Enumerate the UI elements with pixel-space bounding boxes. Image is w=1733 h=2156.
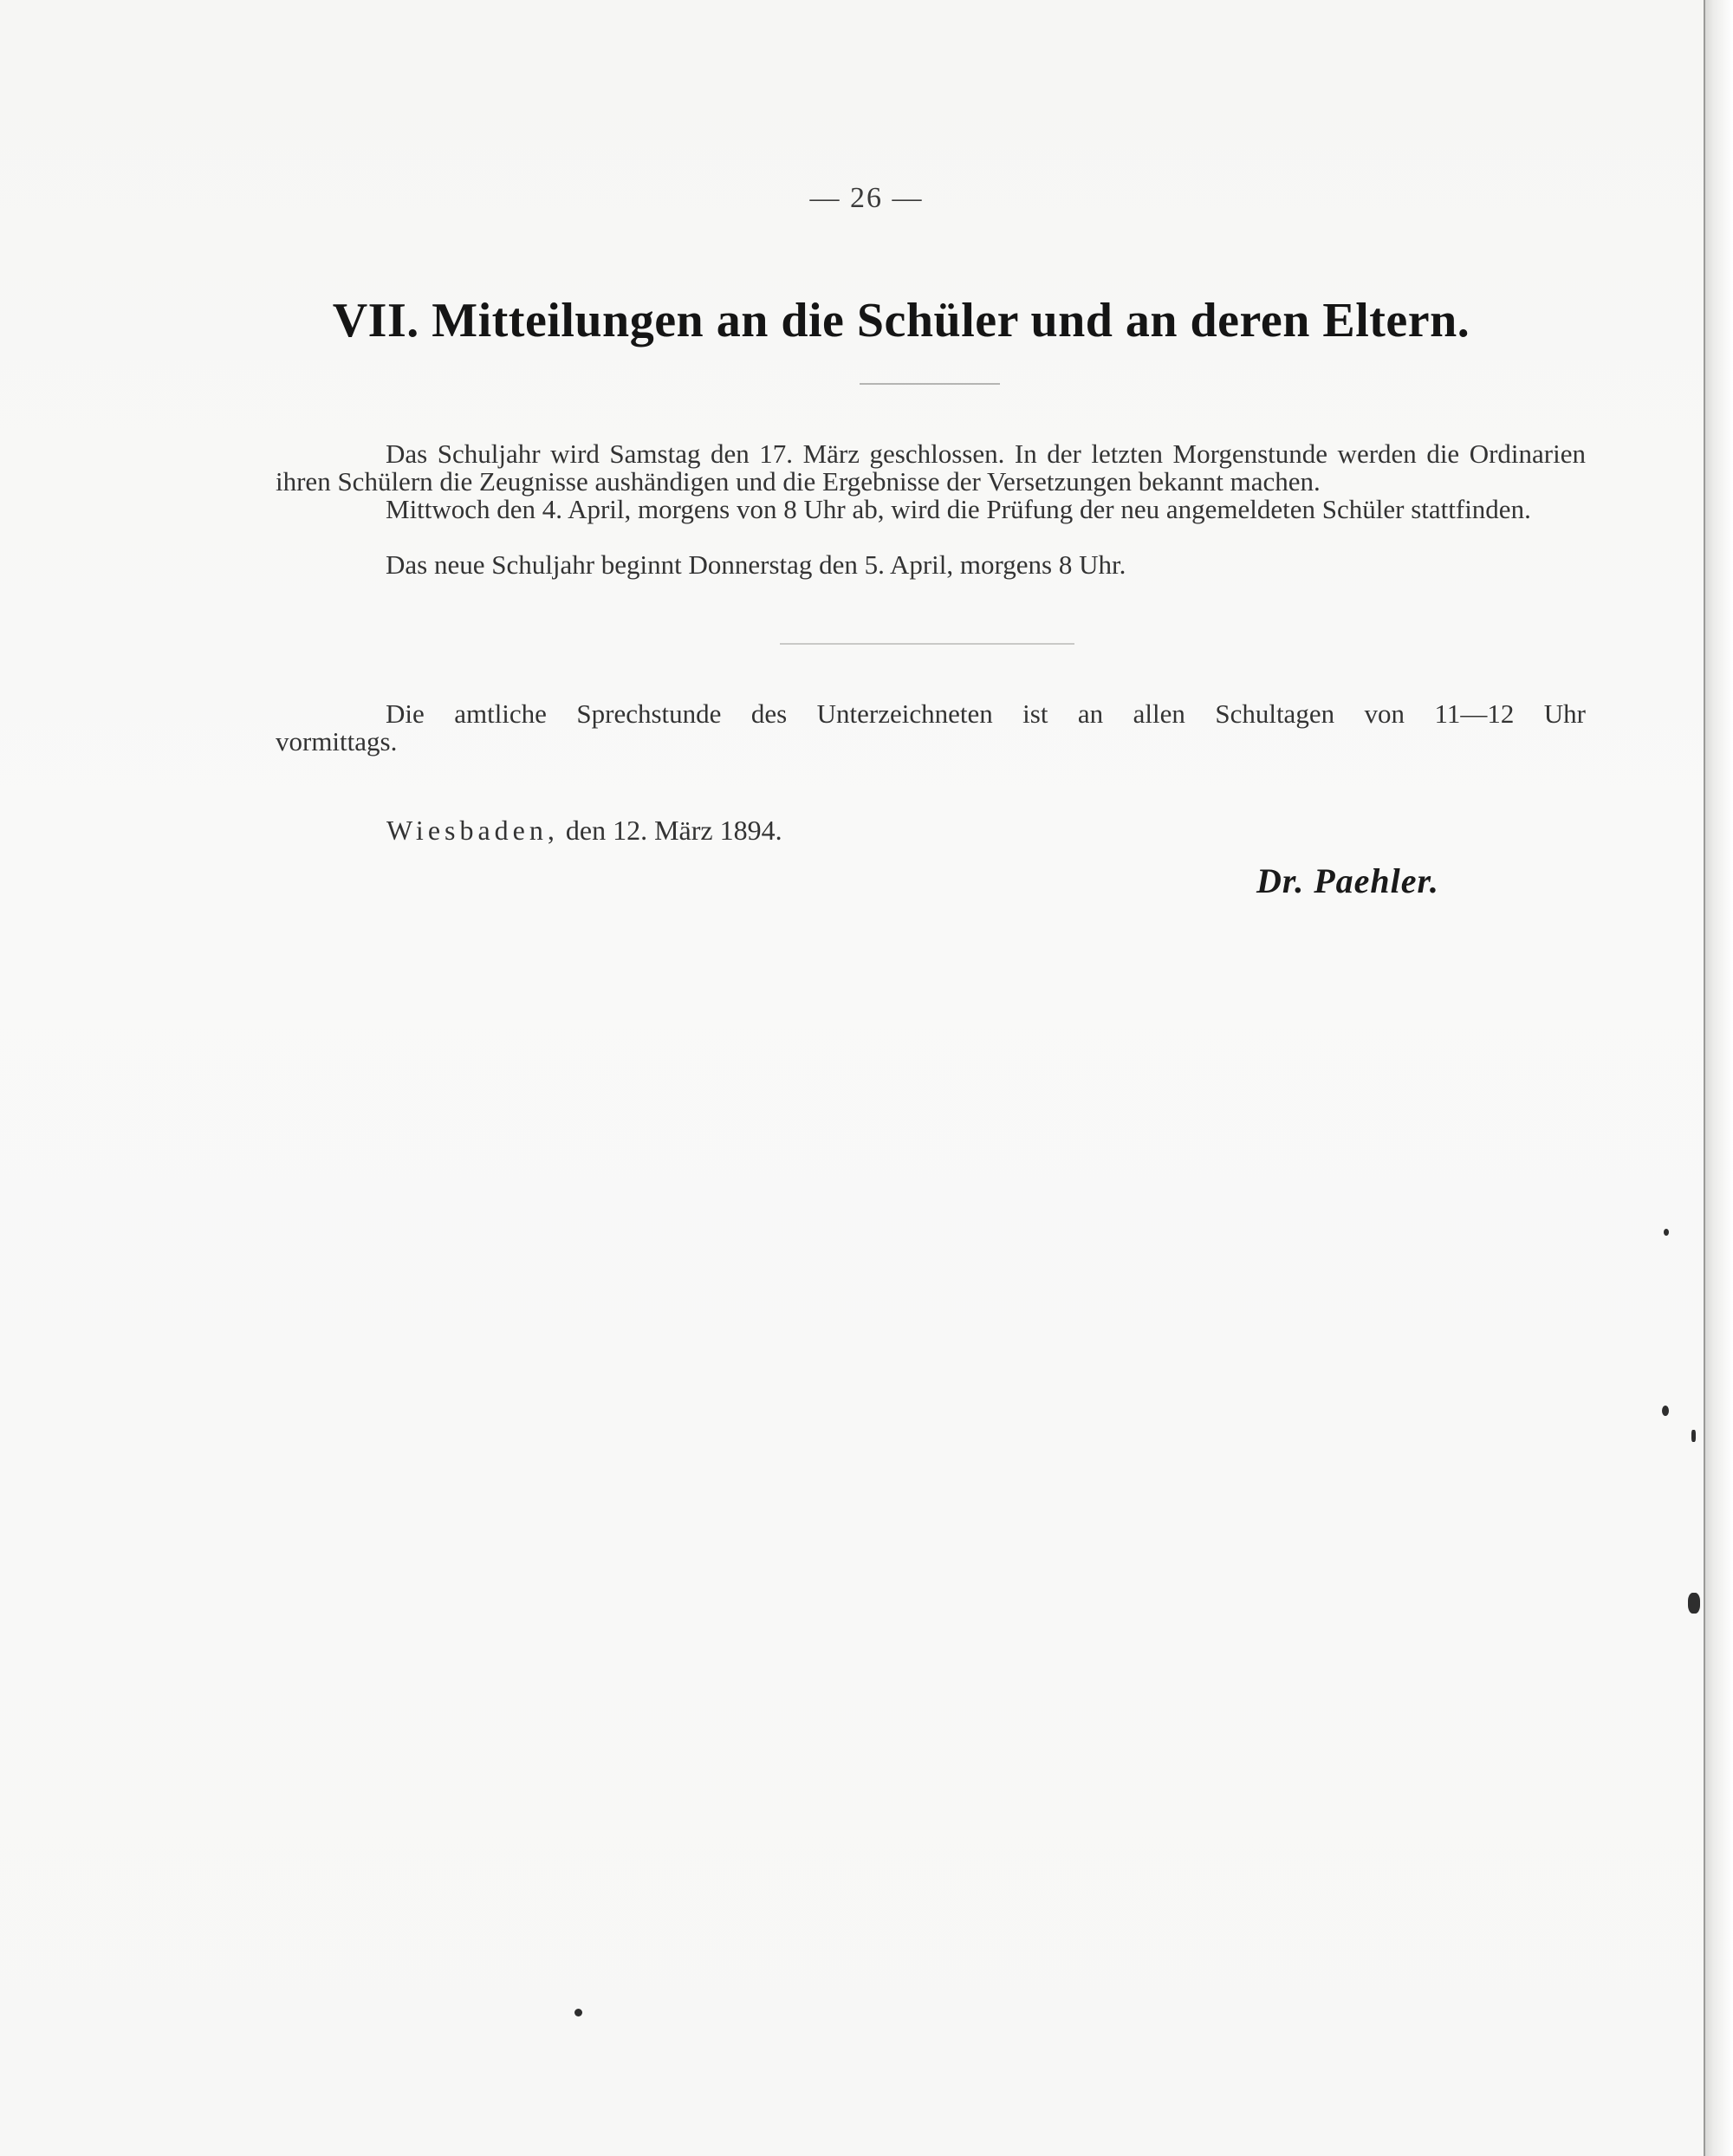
ink-speck: [1662, 1406, 1669, 1416]
section-divider: [780, 643, 1074, 645]
date-text: den 12. März 1894.: [565, 815, 782, 846]
page-edge-shadow: [1705, 0, 1733, 2156]
heading-divider: [860, 383, 1000, 385]
place-date-line: [386, 815, 782, 847]
place-name: Wiesbaden,: [386, 815, 559, 846]
signature: Dr. Paehler.: [1256, 861, 1439, 900]
page-number: — 26 —: [809, 182, 924, 214]
ink-speck: [574, 2009, 582, 2016]
paragraph-new-school-year: Das neue Schuljahr beginnt Donnerstag den 5. April, morgens 8 Uhr.: [386, 549, 1126, 580]
ink-speck: [1688, 1593, 1700, 1614]
section-heading: VII. Mitteilungen an die Schüler und an deren Eltern.: [332, 294, 1470, 347]
ink-speck: [1691, 1430, 1696, 1442]
paragraph-office-hours: Die amtliche Sprechstunde des Unterzeichneten ist an allen Schultagen von 11—12 Uhr vormittags.: [276, 698, 1586, 757]
paragraph-school-year-end: Das Schuljahr wird Samstag den 17. März geschlossen. In der letzten Morgenstunde werden die Ordinarien ihren Schülern die Zeugnisse aushändigen und die Ergebnisse der Versetzungen bekannt machen.: [276, 438, 1586, 497]
ink-speck: [1664, 1229, 1669, 1236]
paragraph-entrance-exam: Mittwoch den 4. April, morgens von 8 Uhr ab, wird die Prüfung der neu angemeldeten Schüler stattfinden.: [386, 494, 1531, 524]
